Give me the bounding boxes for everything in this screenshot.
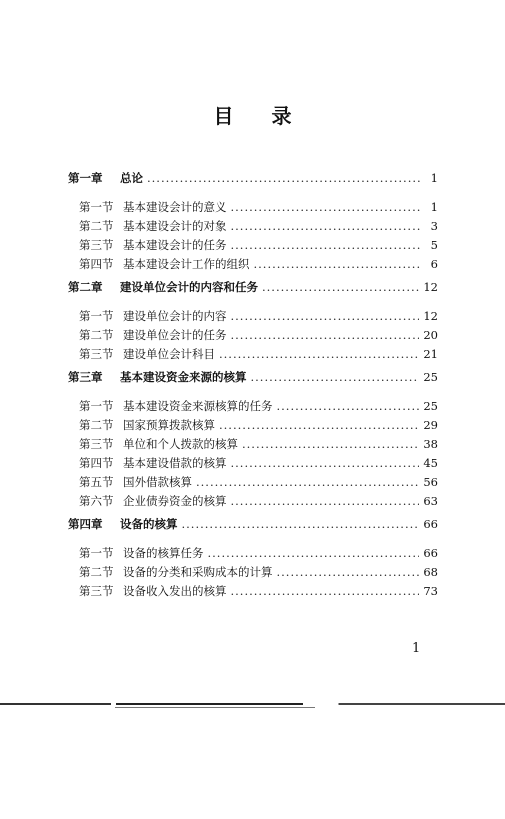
section-number: 第二节 — [79, 565, 114, 579]
dot-leader — [147, 171, 420, 186]
section-title: 企业债券资金的核算 — [123, 494, 227, 508]
dot-leader — [251, 370, 420, 385]
toc-chapter-row — [68, 280, 438, 295]
section-title: 建设单位会计科目 — [123, 347, 215, 361]
section-number: 第二节 — [79, 418, 114, 432]
chapter-title: 总论 — [120, 171, 143, 185]
toc-section-row — [68, 399, 438, 414]
dot-leader — [231, 584, 420, 599]
chapter-title: 设备的核算 — [120, 517, 178, 531]
section-title: 设备的核算任务 — [123, 546, 204, 560]
toc-section-row — [68, 219, 438, 234]
section-page-number: 63 — [423, 494, 438, 508]
chapter-page-number: 12 — [423, 280, 438, 294]
toc-section-row — [68, 565, 438, 580]
toc-section-row — [68, 546, 438, 561]
section-number: 第一节 — [79, 309, 114, 323]
section-page-number: 66 — [423, 546, 438, 560]
dot-leader — [182, 517, 420, 532]
toc-chapter-row — [68, 171, 438, 186]
section-title: 基本建设借款的核算 — [123, 456, 227, 470]
chapter-page-number: 66 — [423, 517, 438, 531]
table-of-contents — [68, 171, 438, 603]
toc-section-row — [68, 328, 438, 343]
section-number: 第五节 — [79, 475, 114, 489]
section-number: 第四节 — [79, 456, 114, 470]
chapter-title: 基本建设资金来源的核算 — [120, 370, 247, 384]
section-title: 基本建设资金来源核算的任务 — [123, 399, 273, 413]
section-number: 第六节 — [79, 494, 114, 508]
dot-leader — [231, 238, 421, 253]
chapter-number: 第一章 — [68, 171, 103, 185]
section-page-number: 68 — [423, 565, 438, 579]
dot-leader — [277, 399, 420, 414]
page-number: 1 — [412, 641, 421, 656]
section-title: 国家预算拨款核算 — [123, 418, 215, 432]
section-page-number: 1 — [430, 200, 438, 214]
toc-section-row — [68, 437, 438, 452]
page-title — [0, 100, 505, 129]
dot-leader — [231, 200, 421, 215]
scan-edge-line — [0, 703, 505, 705]
section-page-number: 29 — [423, 418, 438, 432]
section-number: 第三节 — [79, 238, 114, 252]
toc-chapter-row — [68, 517, 438, 532]
chapter-title: 建设单位会计的内容和任务 — [120, 280, 258, 294]
chapter-page-number: 1 — [430, 171, 438, 185]
section-page-number: 21 — [423, 347, 438, 361]
section-title: 基本建设会计工作的组织 — [123, 257, 250, 271]
dot-leader — [231, 309, 420, 324]
dot-leader — [231, 328, 420, 343]
toc-section-row — [68, 200, 438, 215]
dot-leader — [231, 219, 421, 234]
section-page-number: 5 — [430, 238, 438, 252]
section-number: 第一节 — [79, 399, 114, 413]
section-number: 第三节 — [79, 584, 114, 598]
dot-leader — [231, 456, 420, 471]
section-title: 基本建设会计的意义 — [123, 200, 227, 214]
toc-chapter-row — [68, 370, 438, 385]
toc-section-row — [68, 475, 438, 490]
dot-leader — [254, 257, 421, 272]
section-number: 第二节 — [79, 328, 114, 342]
dot-leader — [242, 437, 419, 452]
toc-section-row — [68, 347, 438, 362]
section-number: 第二节 — [79, 219, 114, 233]
section-number: 第三节 — [79, 347, 114, 361]
dot-leader — [219, 418, 419, 433]
section-title: 基本建设会计的任务 — [123, 238, 227, 252]
chapter-page-number: 25 — [423, 370, 438, 384]
section-page-number: 20 — [423, 328, 438, 342]
section-page-number: 3 — [430, 219, 438, 233]
toc-section-row — [68, 456, 438, 471]
section-page-number: 56 — [423, 475, 438, 489]
section-number: 第一节 — [79, 200, 114, 214]
chapter-number: 第四章 — [68, 517, 103, 531]
section-page-number: 45 — [423, 456, 438, 470]
section-page-number: 73 — [423, 584, 438, 598]
section-title: 建设单位会计的内容 — [123, 309, 227, 323]
section-title: 国外借款核算 — [123, 475, 192, 489]
section-page-number: 25 — [423, 399, 438, 413]
toc-section-row — [68, 309, 438, 324]
section-page-number: 38 — [423, 437, 438, 451]
dot-leader — [196, 475, 419, 490]
section-title: 基本建设会计的对象 — [123, 219, 227, 233]
toc-section-row — [68, 238, 438, 253]
toc-section-row — [68, 418, 438, 433]
section-title: 单位和个人拨款的核算 — [123, 437, 238, 451]
dot-leader — [231, 494, 420, 509]
title-char-2: 录 — [271, 104, 292, 128]
dot-leader — [208, 546, 420, 561]
section-title: 设备收入发出的核算 — [123, 584, 227, 598]
toc-section-row — [68, 257, 438, 272]
toc-section-row — [68, 584, 438, 599]
dot-leader — [219, 347, 419, 362]
section-title: 设备的分类和采购成本的计算 — [123, 565, 273, 579]
section-title: 建设单位会计的任务 — [123, 328, 227, 342]
title-char-1: 目 — [213, 104, 234, 128]
section-page-number: 12 — [423, 309, 438, 323]
chapter-number: 第二章 — [68, 280, 103, 294]
section-number: 第一节 — [79, 546, 114, 560]
section-page-number: 6 — [430, 257, 438, 271]
chapter-number: 第三章 — [68, 370, 103, 384]
section-number: 第三节 — [79, 437, 114, 451]
toc-section-row — [68, 494, 438, 509]
scan-edge-line-secondary — [115, 707, 315, 708]
section-number: 第四节 — [79, 257, 114, 271]
dot-leader — [277, 565, 420, 580]
dot-leader — [262, 280, 419, 295]
